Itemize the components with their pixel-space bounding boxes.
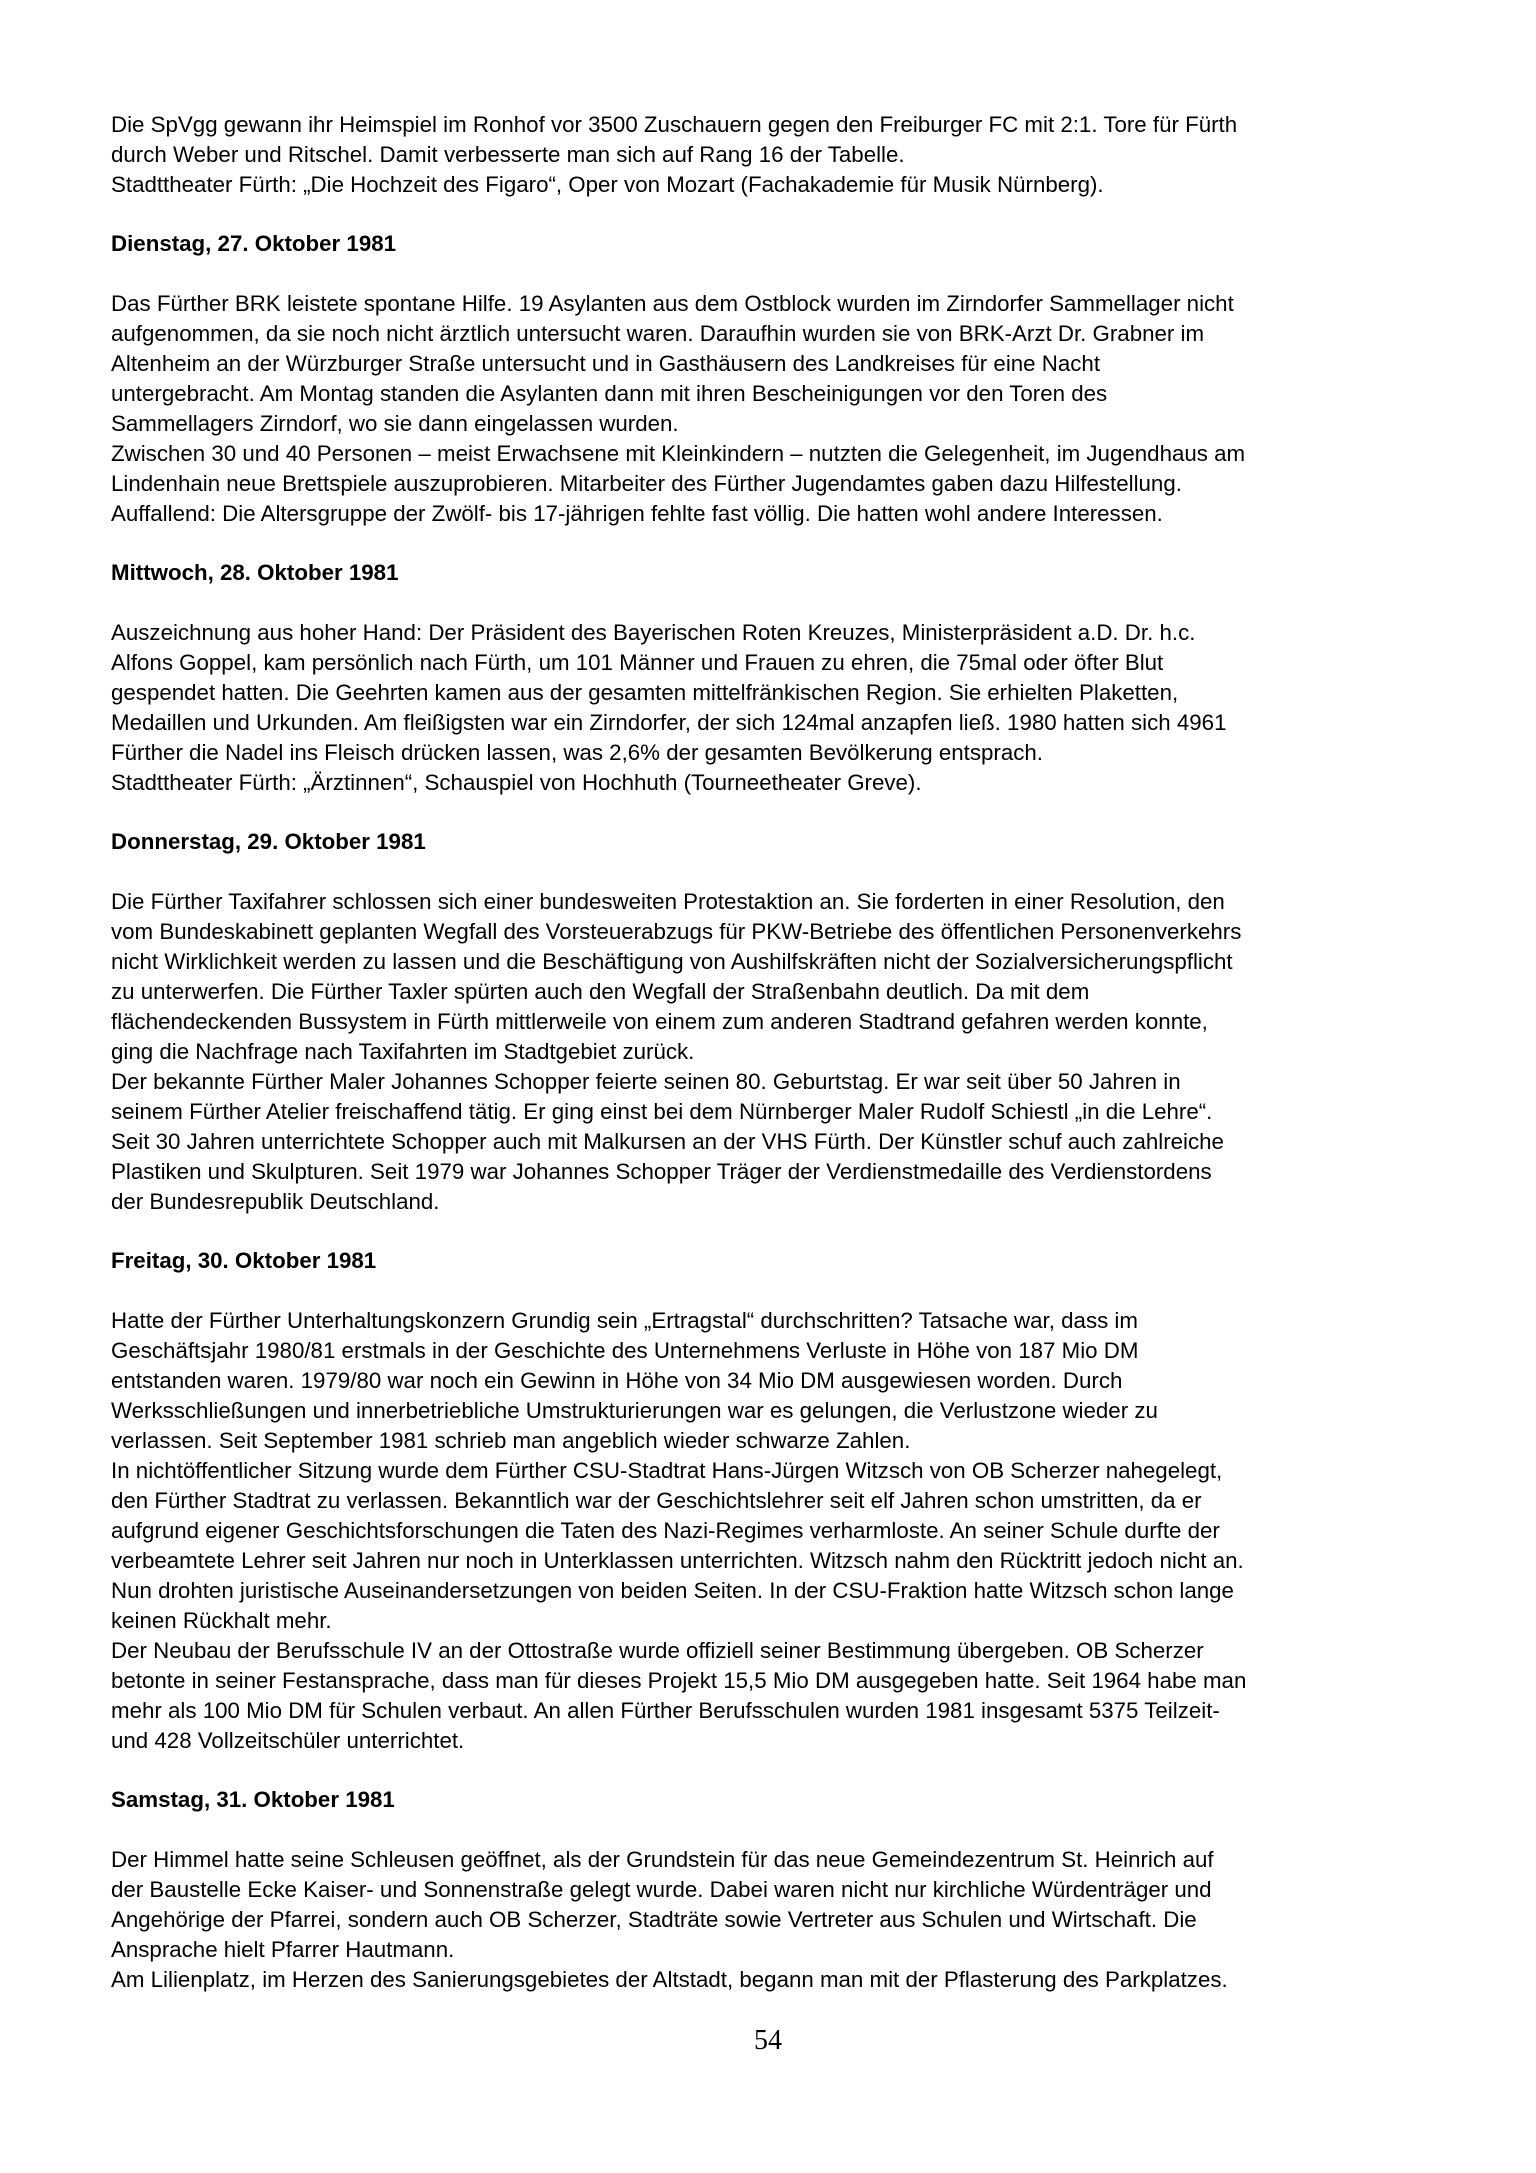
paragraph-line: Der Himmel hatte seine Schleusen geöffnet, als der Grundstein für das neue Gemeindezentrum St. Heinrich auf (111, 1847, 1214, 1872)
paragraph-line: zu unterwerfen. Die Fürther Taxler spürten auch den Wegfall der Straßenbahn deutlich. Da mit dem (111, 979, 1090, 1004)
paragraph-line: Lindenhain neue Brettspiele auszuprobieren. Mitarbeiter des Fürther Jugendamtes gaben dazu Hilfestellung. (111, 471, 1182, 496)
section-samstag (111, 1785, 1456, 1995)
section-dienstag (111, 229, 1456, 529)
paragraph-line: den Fürther Stadtrat zu verlassen. Bekanntlich war der Geschichtslehrer seit elf Jahren schon umstritten, da er (111, 1488, 1202, 1513)
paragraph-line: Sammellagers Zirndorf, wo sie dann eingelassen wurden. (111, 411, 679, 436)
section-mittwoch (111, 558, 1456, 798)
paragraph-line: Hatte der Fürther Unterhaltungskonzern Grundig sein „Ertragstal“ durchschritten? Tatsache war, dass im (111, 1308, 1138, 1333)
paragraph-line: entstanden waren. 1979/80 war noch ein Gewinn in Höhe von 34 Mio DM ausgewiesen worden. Durch (111, 1368, 1123, 1393)
paragraph-line: aufgrund eigener Geschichtsforschungen die Taten des Nazi-Regimes verharmloste. An seiner Schule durfte der (111, 1518, 1220, 1543)
paragraph-line: Angehörige der Pfarrei, sondern auch OB Scherzer, Stadträte sowie Vertreter aus Schulen und Wirtschaft. Die (111, 1907, 1197, 1932)
paragraph-line: Stadttheater Fürth: „Die Hochzeit des Figaro“, Oper von Mozart (Fachakademie für Musik Nürnberg). (111, 172, 1104, 197)
paragraph-line: verlassen. Seit September 1981 schrieb man angeblich wieder schwarze Zahlen. (111, 1428, 911, 1453)
paragraph-line: gespendet hatten. Die Geehrten kamen aus der gesamten mittelfränkischen Region. Sie erhielten Plaketten, (111, 680, 1179, 705)
paragraph-line: Werksschließungen und innerbetriebliche Umstrukturierungen war es gelungen, die Verlustzone wieder zu (111, 1398, 1158, 1423)
paragraph-line: Altenheim an der Würzburger Straße untersucht und in Gasthäusern des Landkreises für eine Nacht (111, 351, 1101, 376)
paragraph-line: ging die Nachfrage nach Taxifahrten im Stadtgebiet zurück. (111, 1039, 695, 1064)
paragraph-line: durch Weber und Ritschel. Damit verbesserte man sich auf Rang 16 der Tabelle. (111, 142, 905, 167)
paragraph-line: aufgenommen, da sie noch nicht ärztlich untersucht waren. Daraufhin wurden sie von BRK-Arzt Dr. Grabner im (111, 321, 1205, 346)
paragraph-line: Seit 30 Jahren unterrichtete Schopper auch mit Malkursen an der VHS Fürth. Der Künstler schuf auch zahlreiche (111, 1129, 1224, 1154)
paragraph-line: Am Lilienplatz, im Herzen des Sanierungsgebietes der Altstadt, begann man mit der Pflasterung des Parkplatzes. (111, 1967, 1228, 1992)
paragraph-line: der Bundesrepublik Deutschland. (111, 1189, 440, 1214)
date-heading: Freitag, 30. Oktober 1981 (111, 1248, 377, 1273)
paragraph-line: Zwischen 30 und 40 Personen – meist Erwachsene mit Kleinkindern – nutzten die Gelegenheit, im Jugendhaus am (111, 441, 1246, 466)
paragraph-line: Ansprache hielt Pfarrer Hautmann. (111, 1937, 455, 1962)
paragraph-line: seinem Fürther Atelier freischaffend tätig. Er ging einst bei dem Nürnberger Maler Rudolf Schiestl „in die Lehre“. (111, 1099, 1213, 1124)
paragraph-line: Auszeichnung aus hoher Hand: Der Präsident des Bayerischen Roten Kreuzes, Ministerpräsident a.D. Dr. h.c. (111, 620, 1196, 645)
page-number: 54 (754, 2025, 782, 2056)
date-heading: Mittwoch, 28. Oktober 1981 (111, 560, 399, 585)
date-heading: Samstag, 31. Oktober 1981 (111, 1787, 395, 1812)
paragraph-line: Auffallend: Die Altersgruppe der Zwölf- bis 17-jährigen fehlte fast völlig. Die hatten wohl andere Interessen. (111, 501, 1163, 526)
paragraph-line: Plastiken und Skulpturen. Seit 1979 war Johannes Schopper Träger der Verdienstmedaille des Verdienstordens (111, 1159, 1212, 1184)
date-heading: Donnerstag, 29. Oktober 1981 (111, 829, 426, 854)
paragraph-line: Der bekannte Fürther Maler Johannes Schopper feierte seinen 80. Geburtstag. Er war seit über 50 Jahren in (111, 1069, 1181, 1094)
document-body (111, 110, 1456, 1995)
date-heading: Dienstag, 27. Oktober 1981 (111, 231, 397, 256)
section-freitag (111, 1246, 1456, 1756)
paragraph-line: der Baustelle Ecke Kaiser- und Sonnenstraße gelegt wurde. Dabei waren nicht nur kirchliche Würdenträger und (111, 1877, 1212, 1902)
paragraph-line: keinen Rückhalt mehr. (111, 1608, 332, 1633)
paragraph-line: betonte in seiner Festansprache, dass man für dieses Projekt 15,5 Mio DM ausgegeben hatte. Seit 1964 habe man (111, 1668, 1247, 1693)
intro-section (111, 110, 1456, 200)
paragraph-line: vom Bundeskabinett geplanten Wegfall des Vorsteuerabzugs für PKW-Betriebe des öffentlichen Personenverkehrs (111, 919, 1242, 944)
paragraph-line: untergebracht. Am Montag standen die Asylanten dann mit ihren Bescheinigungen vor den Toren des (111, 381, 1108, 406)
paragraph-line: und 428 Vollzeitschüler unterrichtet. (111, 1728, 465, 1753)
paragraph-line: Stadttheater Fürth: „Ärztinnen“, Schauspiel von Hochhuth (Tourneetheater Greve). (111, 770, 922, 795)
paragraph-line: verbeamtete Lehrer seit Jahren nur noch in Unterklassen unterrichten. Witzsch nahm den Rücktritt jedoch nicht an. (111, 1548, 1244, 1573)
paragraph-line: mehr als 100 Mio DM für Schulen verbaut. An allen Fürther Berufsschulen wurden 1981 insgesamt 5375 Teilzeit- (111, 1698, 1220, 1723)
paragraph-line: Die SpVgg gewann ihr Heimspiel im Ronhof vor 3500 Zuschauern gegen den Freiburger FC mit 2:1. Tore für Fürth (111, 112, 1238, 137)
paragraph-line: Fürther die Nadel ins Fleisch drücken lassen, was 2,6% der gesamten Bevölkerung entsprach. (111, 740, 1043, 765)
paragraph-line: In nichtöffentlicher Sitzung wurde dem Fürther CSU-Stadtrat Hans-Jürgen Witzsch von OB Scherzer nahegelegt, (111, 1458, 1223, 1483)
paragraph-line: Geschäftsjahr 1980/81 erstmals in der Geschichte des Unternehmens Verluste in Höhe von 187 Mio DM (111, 1338, 1139, 1363)
paragraph-line: Das Fürther BRK leistete spontane Hilfe. 19 Asylanten aus dem Ostblock wurden im Zirndorfer Sammellager nicht (111, 291, 1234, 316)
paragraph-line: Alfons Goppel, kam persönlich nach Fürth, um 101 Männer und Frauen zu ehren, die 75mal oder öfter Blut (111, 650, 1164, 675)
paragraph-line: Der Neubau der Berufsschule IV an der Ottostraße wurde offiziell seiner Bestimmung übergeben. OB Scherzer (111, 1638, 1204, 1663)
section-donnerstag (111, 827, 1456, 1217)
paragraph-line: nicht Wirklichkeit werden zu lassen und die Beschäftigung von Aushilfskräften nicht der Sozialversicherungspflicht (111, 949, 1233, 974)
paragraph-line: Nun drohten juristische Auseinandersetzungen von beiden Seiten. In der CSU-Fraktion hatte Witzsch schon lange (111, 1578, 1234, 1603)
paragraph-line: Die Fürther Taxifahrer schlossen sich einer bundesweiten Protestaktion an. Sie forderten in einer Resolution, den (111, 889, 1225, 914)
paragraph-line: flächendeckenden Bussystem in Fürth mittlerweile von einem zum anderen Stadtrand gefahren werden konnte, (111, 1009, 1208, 1034)
paragraph-line: Medaillen und Urkunden. Am fleißigsten war ein Zirndorfer, der sich 124mal anzapfen ließ. 1980 hatten sich 4961 (111, 710, 1227, 735)
